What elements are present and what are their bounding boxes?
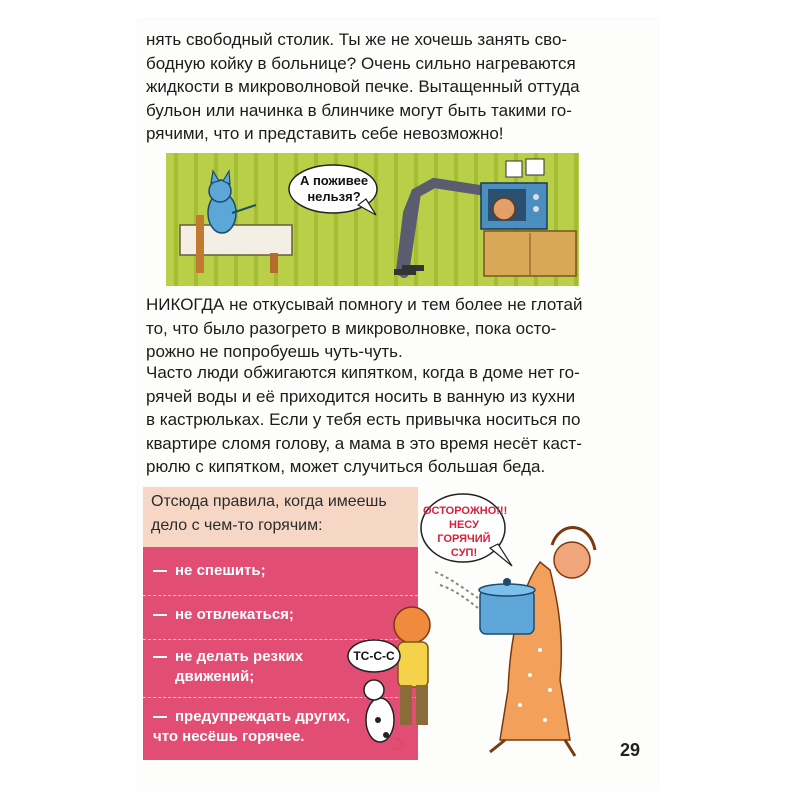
text-line: рожно не попробуешь чуть-чуть. (146, 342, 403, 361)
illustration-microwave-scene (166, 153, 579, 286)
text-line: рячими, что и представить себе невозможно! (146, 124, 504, 143)
rule-item (153, 707, 350, 726)
kid-speech-text: ТС-С-С (353, 649, 395, 663)
rules-heading-line: дело с чем-то горячим: (151, 517, 323, 534)
dash-icon (153, 716, 167, 718)
bubble-line: нельзя? (307, 189, 361, 204)
bubble-line: А поживее (299, 173, 369, 188)
dash-icon (153, 656, 167, 658)
text-line: Часто люди обжигаются кипятком, когда в доме нет го- (146, 363, 580, 382)
rule-item-continuation: что несёшь горячее. (153, 728, 305, 745)
rule-text: не делать резких (175, 648, 304, 665)
paragraph-boiling-water (146, 361, 582, 479)
paragraph-never-bite-much (146, 293, 583, 364)
text-line: нять свободный столик. Ты же не хочешь занять сво- (146, 30, 568, 49)
page-number: 29 (620, 740, 641, 760)
text-line: бодную койку в больнице? Очень сильно нагреваются (146, 53, 576, 73)
rule-item (153, 605, 294, 624)
rule-text: не отвлекаться; (175, 606, 294, 623)
rule-item (153, 647, 303, 666)
text-line: в кастрюльках. Если у тебя есть привычка носиться по (146, 410, 581, 429)
rules-heading-line: Отсюда правила, когда имеешь (151, 493, 387, 510)
illustration-hot-soup-scene (340, 490, 610, 765)
speech-bubble-text (294, 173, 374, 205)
bubble-line: НЕСУ ГОРЯЧИЙ (437, 519, 491, 545)
paragraph-microwave-liquids (146, 28, 580, 146)
rule-item-continuation: движений; (175, 668, 255, 685)
text-line: то, что было разогрето в микроволновке, пока осто- (146, 318, 557, 338)
dash-icon (153, 570, 167, 572)
text-line: рячей воды и её приходится носить в ванную из кухни (146, 386, 576, 406)
text-line: бульон или начинка в блинчике могут быть такими го- (146, 100, 572, 120)
mom-speech-text (423, 504, 508, 560)
rule-item (153, 561, 266, 580)
text-line: квартире сломя голову, а мама в это время несёт каст- (146, 433, 582, 453)
bubble-line: СУП! (450, 547, 478, 559)
bubble-line: ОСТОРОЖНО!!! (423, 505, 508, 517)
text-line: жидкости в микроволновой печке. Вытащенный оттуда (146, 77, 580, 96)
text-line: НИКОГДА не откусывай помногу и тем более не глотай (146, 295, 583, 314)
rule-text: предупреждать других, (175, 708, 351, 725)
rule-text: не спешить; (175, 562, 266, 579)
dash-icon (153, 614, 167, 616)
text-line: рюлю с кипятком, может случиться большая беда. (146, 457, 546, 476)
